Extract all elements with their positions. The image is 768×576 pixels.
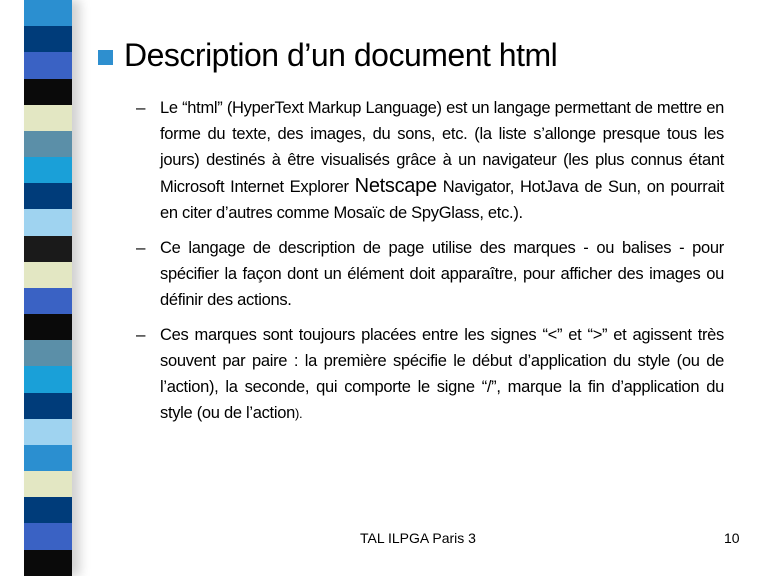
text-part: Ces marques sont toujours placées entre les signes “<” et “>” et agissent très souvent par paire : la première spécifie le début d’application du style (ou de l’action), la seconde, qui comporte le signe “/”, marque la fin d’application du style (ou de l’action <box>160 326 724 422</box>
stripe <box>24 236 72 262</box>
stripe <box>24 288 72 314</box>
text-small-part: ). <box>294 406 303 421</box>
stripe <box>24 340 72 366</box>
text-large-word: Netscape <box>354 175 437 197</box>
text-part: Navigator, HotJava de Sun, on pourrait en citer d’autres comme Mosaïc de SpyGlass, etc.). <box>160 178 724 222</box>
stripe <box>24 52 72 78</box>
list-item <box>136 322 724 427</box>
list-item <box>136 235 724 313</box>
stripe <box>24 0 72 26</box>
slide-content <box>136 95 724 436</box>
stripe <box>24 497 72 523</box>
stripe <box>24 471 72 497</box>
page-number: 10 <box>724 530 740 546</box>
title-row <box>98 35 728 75</box>
stripe <box>24 183 72 209</box>
stripe <box>24 419 72 445</box>
footer-text: TAL ILPGA Paris 3 <box>360 530 476 546</box>
stripe <box>24 445 72 471</box>
dash-bullet: – <box>136 238 146 257</box>
decorative-stripe-bar <box>24 0 72 576</box>
dash-bullet: – <box>136 98 146 117</box>
stripe <box>24 523 72 549</box>
stripe <box>24 314 72 340</box>
stripe <box>24 393 72 419</box>
stripe <box>24 366 72 392</box>
list-item-text <box>160 95 724 226</box>
dash-bullet: – <box>136 325 146 344</box>
stripe <box>24 550 72 576</box>
stripe <box>24 26 72 52</box>
stripe <box>24 157 72 183</box>
stripe <box>24 209 72 235</box>
stripe <box>24 262 72 288</box>
square-bullet-icon <box>98 50 113 65</box>
stripe <box>24 131 72 157</box>
stripe <box>24 105 72 131</box>
slide-title: Description d’un document html <box>124 37 558 73</box>
text-part: Le “html” (HyperText Markup Language) est un langage permettant de mettre en forme du texte, des images, du sons, etc. (la liste s’allonge presque tous les jours) destinés à être visualisés grâce à un navigateur (les plus connus étant Microsoft Internet Explorer <box>160 99 724 196</box>
list-item-text: Ce langage de description de page utilise des marques - ou balises - pour spécifier la façon dont un élément doit apparaître, pour afficher des images ou définir des actions. <box>160 239 724 309</box>
stripe <box>24 79 72 105</box>
list-item-text <box>160 322 724 427</box>
list-item <box>136 95 724 226</box>
